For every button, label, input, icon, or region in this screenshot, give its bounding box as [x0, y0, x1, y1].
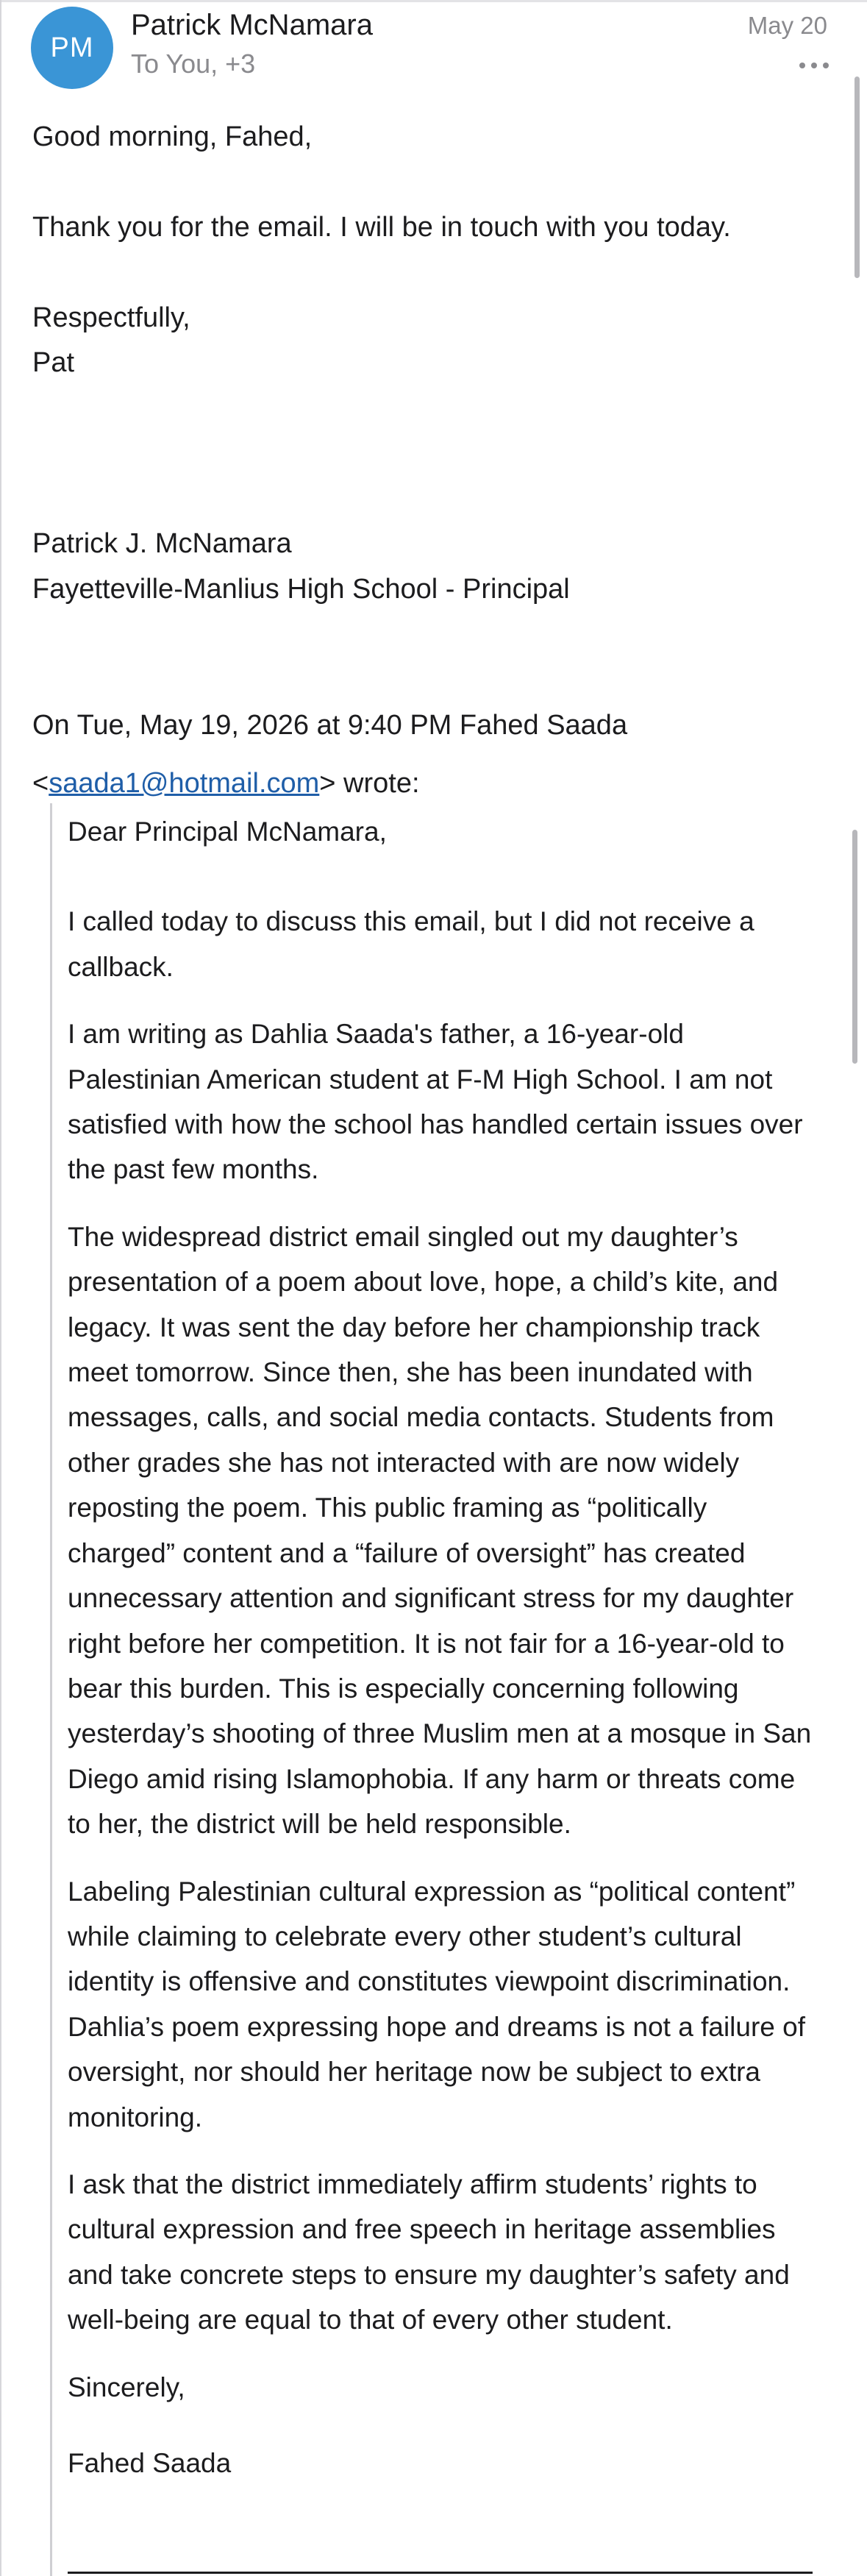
signature-title: Fayetteville-Manlius High School - Principal [32, 574, 570, 605]
quoted-paragraph: I ask that the district immediately affirm students’ rights to cultural expression and free speech in heritage assemblies and take concrete steps to ensure my daughter’s safety and well-being are equal to that of every other student. [68, 2168, 790, 2335]
quoted-signoff-name: Fahed Saada [68, 2448, 232, 2478]
quoted-paragraph: The widespread district email singled out my daughter’s presentation of a poem about love, hope, a child’s kite, and legacy. It was sent the day before her championship track meet tomorrow. Since then, she has been inundated with messages, calls, and social media contacts. Students from other grades she has not interacted with are now widely reposting the poem. This public framing as “politically charged” content and a “failure of oversight” has created unnecessary attention and significant stress for my daughter right before her competition. It is not fair for a 16-year-old to bear this burden. This is especially concerning following yesterday’s shooting of three Muslim men at a mosque in San Diego amid rising Islamophobia. If any harm or threats come to her, the district will be held responsible. [68, 1221, 812, 1840]
recipients-summary[interactable]: To You, +3 [131, 49, 256, 79]
message-header[interactable] [0, 0, 867, 96]
sender-name[interactable]: Patrick McNamara [131, 9, 373, 41]
avatar[interactable]: PM [31, 7, 113, 89]
quoted-scrollbar-thumb[interactable] [852, 830, 857, 1064]
signature-name: Patrick J. McNamara [32, 528, 292, 559]
reply-closing-name: Pat [32, 347, 75, 378]
reply-closing: Respectfully, [32, 302, 190, 333]
quoted-paragraph: I called today to discuss this email, but I did not receive a callback. [68, 906, 754, 982]
signature-divider [68, 2572, 813, 2574]
quoted-signoff: Sincerely, [68, 2372, 185, 2402]
quoted-salutation: Dear Principal McNamara, [68, 816, 387, 847]
quoted-paragraph: Labeling Palestinian cultural expression as “political content” while claiming to celebrate every other student’s cultural identity is offensive and constitutes viewpoint discrimination. Dahlia’s poem expressing hope and dreams is not a failure of oversight, nor should her heritage now be subject to extra monitoring. [68, 1876, 806, 2132]
left-border [0, 0, 1, 2576]
quote-bar [50, 803, 52, 2576]
quote-header: On Tue, May 19, 2026 at 9:40 PM Fahed Saada [32, 710, 628, 741]
sender-email-link[interactable]: saada1@hotmail.com [49, 768, 320, 799]
reply-greeting: Good morning, Fahed, [32, 121, 313, 152]
quoted-message [68, 809, 818, 2486]
quote-header-sender: <saada1@hotmail.com> wrote: [32, 768, 420, 799]
message-date: May 20 [747, 12, 827, 39]
reply-text: Thank you for the email. I will be in touch with you today. [32, 212, 731, 243]
quoted-paragraph: I am writing as Dahlia Saada's father, a 16-year-old Palestinian American student at F-M High School. I am not satisfied with how the school has handled certain issues over the past few months. [68, 1019, 803, 1185]
more-options-icon[interactable] [799, 62, 829, 69]
scrollbar-thumb[interactable] [854, 77, 860, 278]
